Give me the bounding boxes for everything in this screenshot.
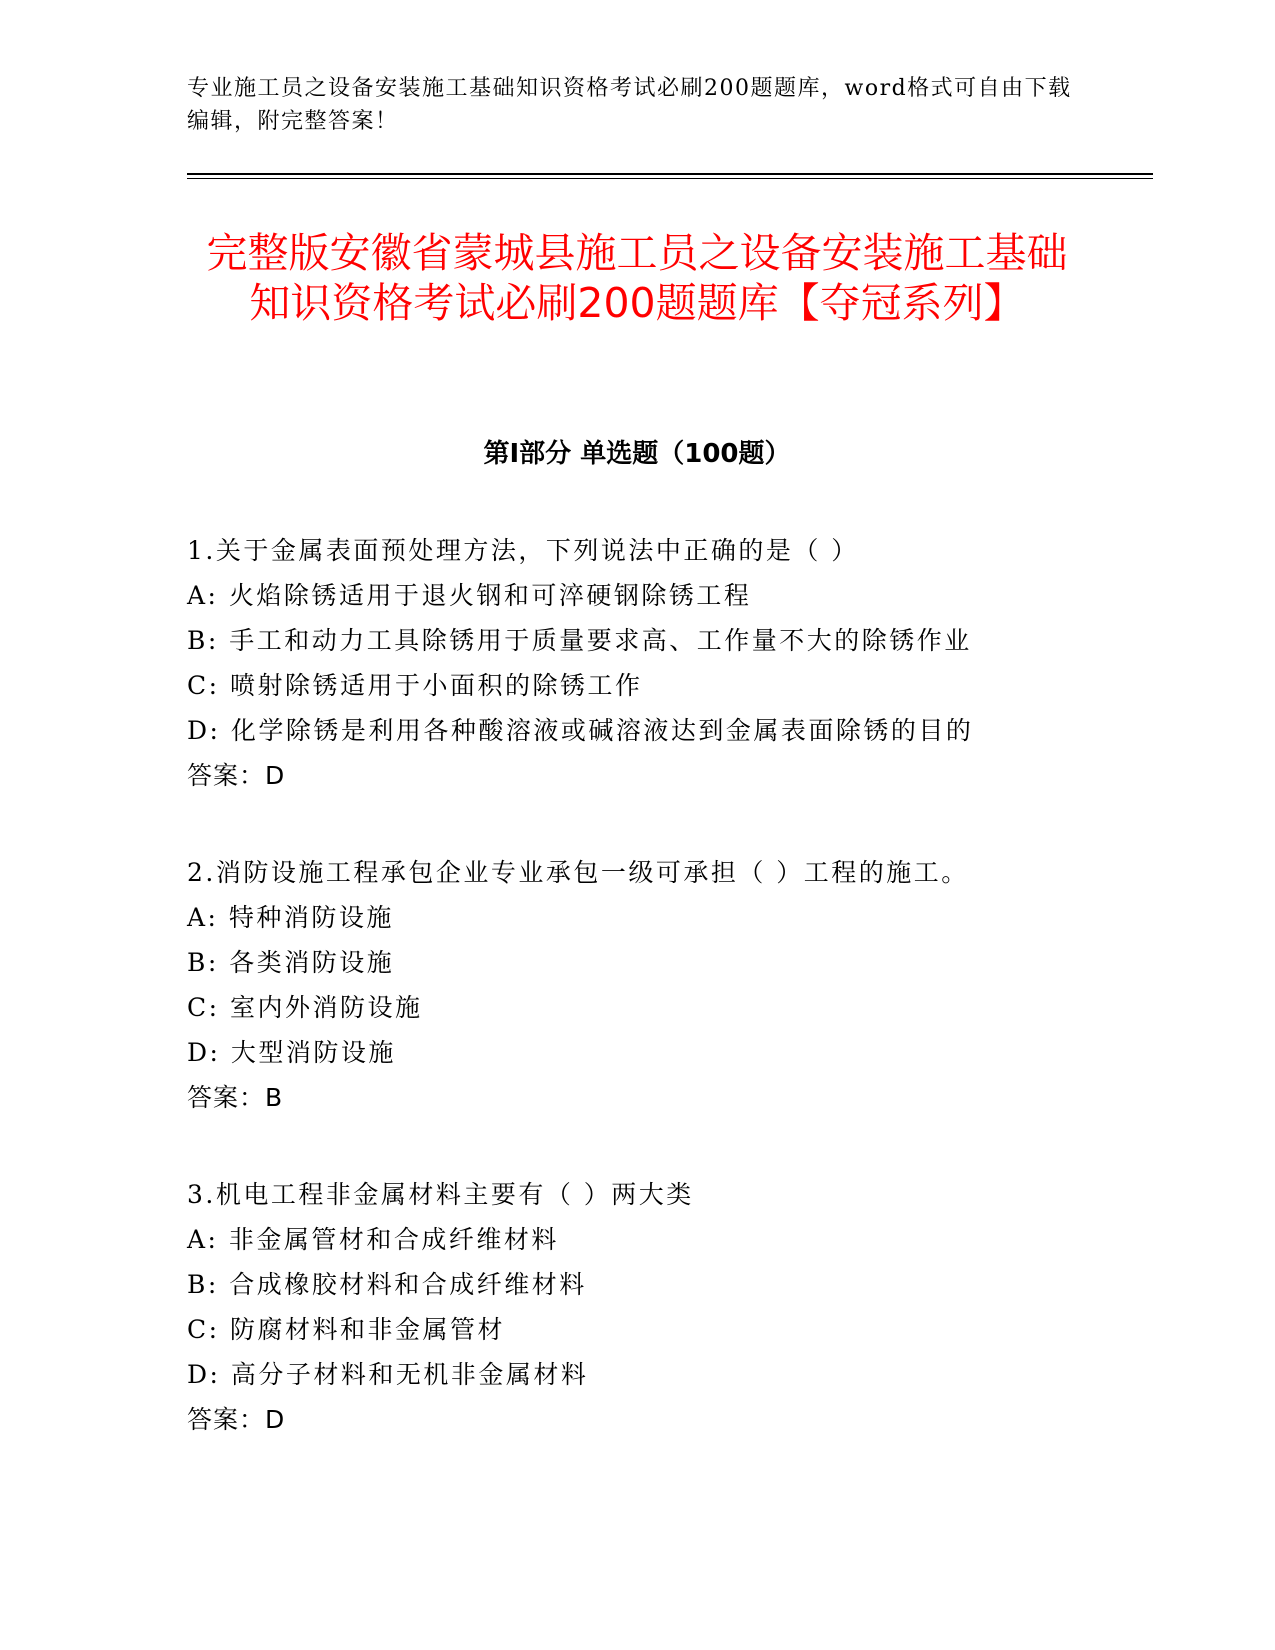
option-b: B: 各类消防设施 [187,948,395,977]
document-title: 完整版安徽省蒙城县施工员之设备安装施工基础知识资格考试必刷200题题库【夺冠系列】 [206,229,1068,327]
option-a: A: 非金属管材和合成纤维材料 [187,1225,559,1254]
option-d: D: 大型消防设施 [187,1038,396,1067]
question-stem: 1.关于金属表面预处理方法，下列说法中正确的是（ ） [187,536,859,565]
option-b: B: 手工和动力工具除锈用于质量要求高、工作量不大的除锈作业 [187,626,972,655]
option-c: C: 喷射除锈适用于小面积的除锈工作 [187,671,643,700]
question-2 [187,850,1117,1120]
option-d: D: 化学除锈是利用各种酸溶液或碱溶液达到金属表面除锈的目的 [187,716,974,745]
question-1 [187,528,1117,798]
section-title: 第Ⅰ部分 单选题（100题） [483,439,791,469]
option-a: A: 特种消防设施 [187,903,394,932]
header-divider-thick [187,173,1153,175]
option-c: C: 室内外消防设施 [187,993,423,1022]
option-b: B: 合成橡胶材料和合成纤维材料 [187,1270,587,1299]
option-c: C: 防腐材料和非金属管材 [187,1315,505,1344]
option-d: D: 高分子材料和无机非金属材料 [187,1360,589,1389]
header-divider-thin [187,178,1153,179]
question-stem: 3.机电工程非金属材料主要有（ ）两大类 [187,1180,694,1209]
answer: 答案：B [187,1083,284,1112]
question-list [187,528,1117,1494]
answer: 答案：D [187,761,286,790]
question-3 [187,1172,1117,1442]
question-stem: 2.消防设施工程承包企业专业承包一级可承担（ ）工程的施工。 [187,858,969,887]
option-a: A: 火焰除锈适用于退火钢和可淬硬钢除锈工程 [187,581,752,610]
answer: 答案：D [187,1405,286,1434]
header-note: 专业施工员之设备安装施工基础知识资格考试必刷200题题库，word格式可自由下载编辑，附完整答案！ [187,76,1072,134]
